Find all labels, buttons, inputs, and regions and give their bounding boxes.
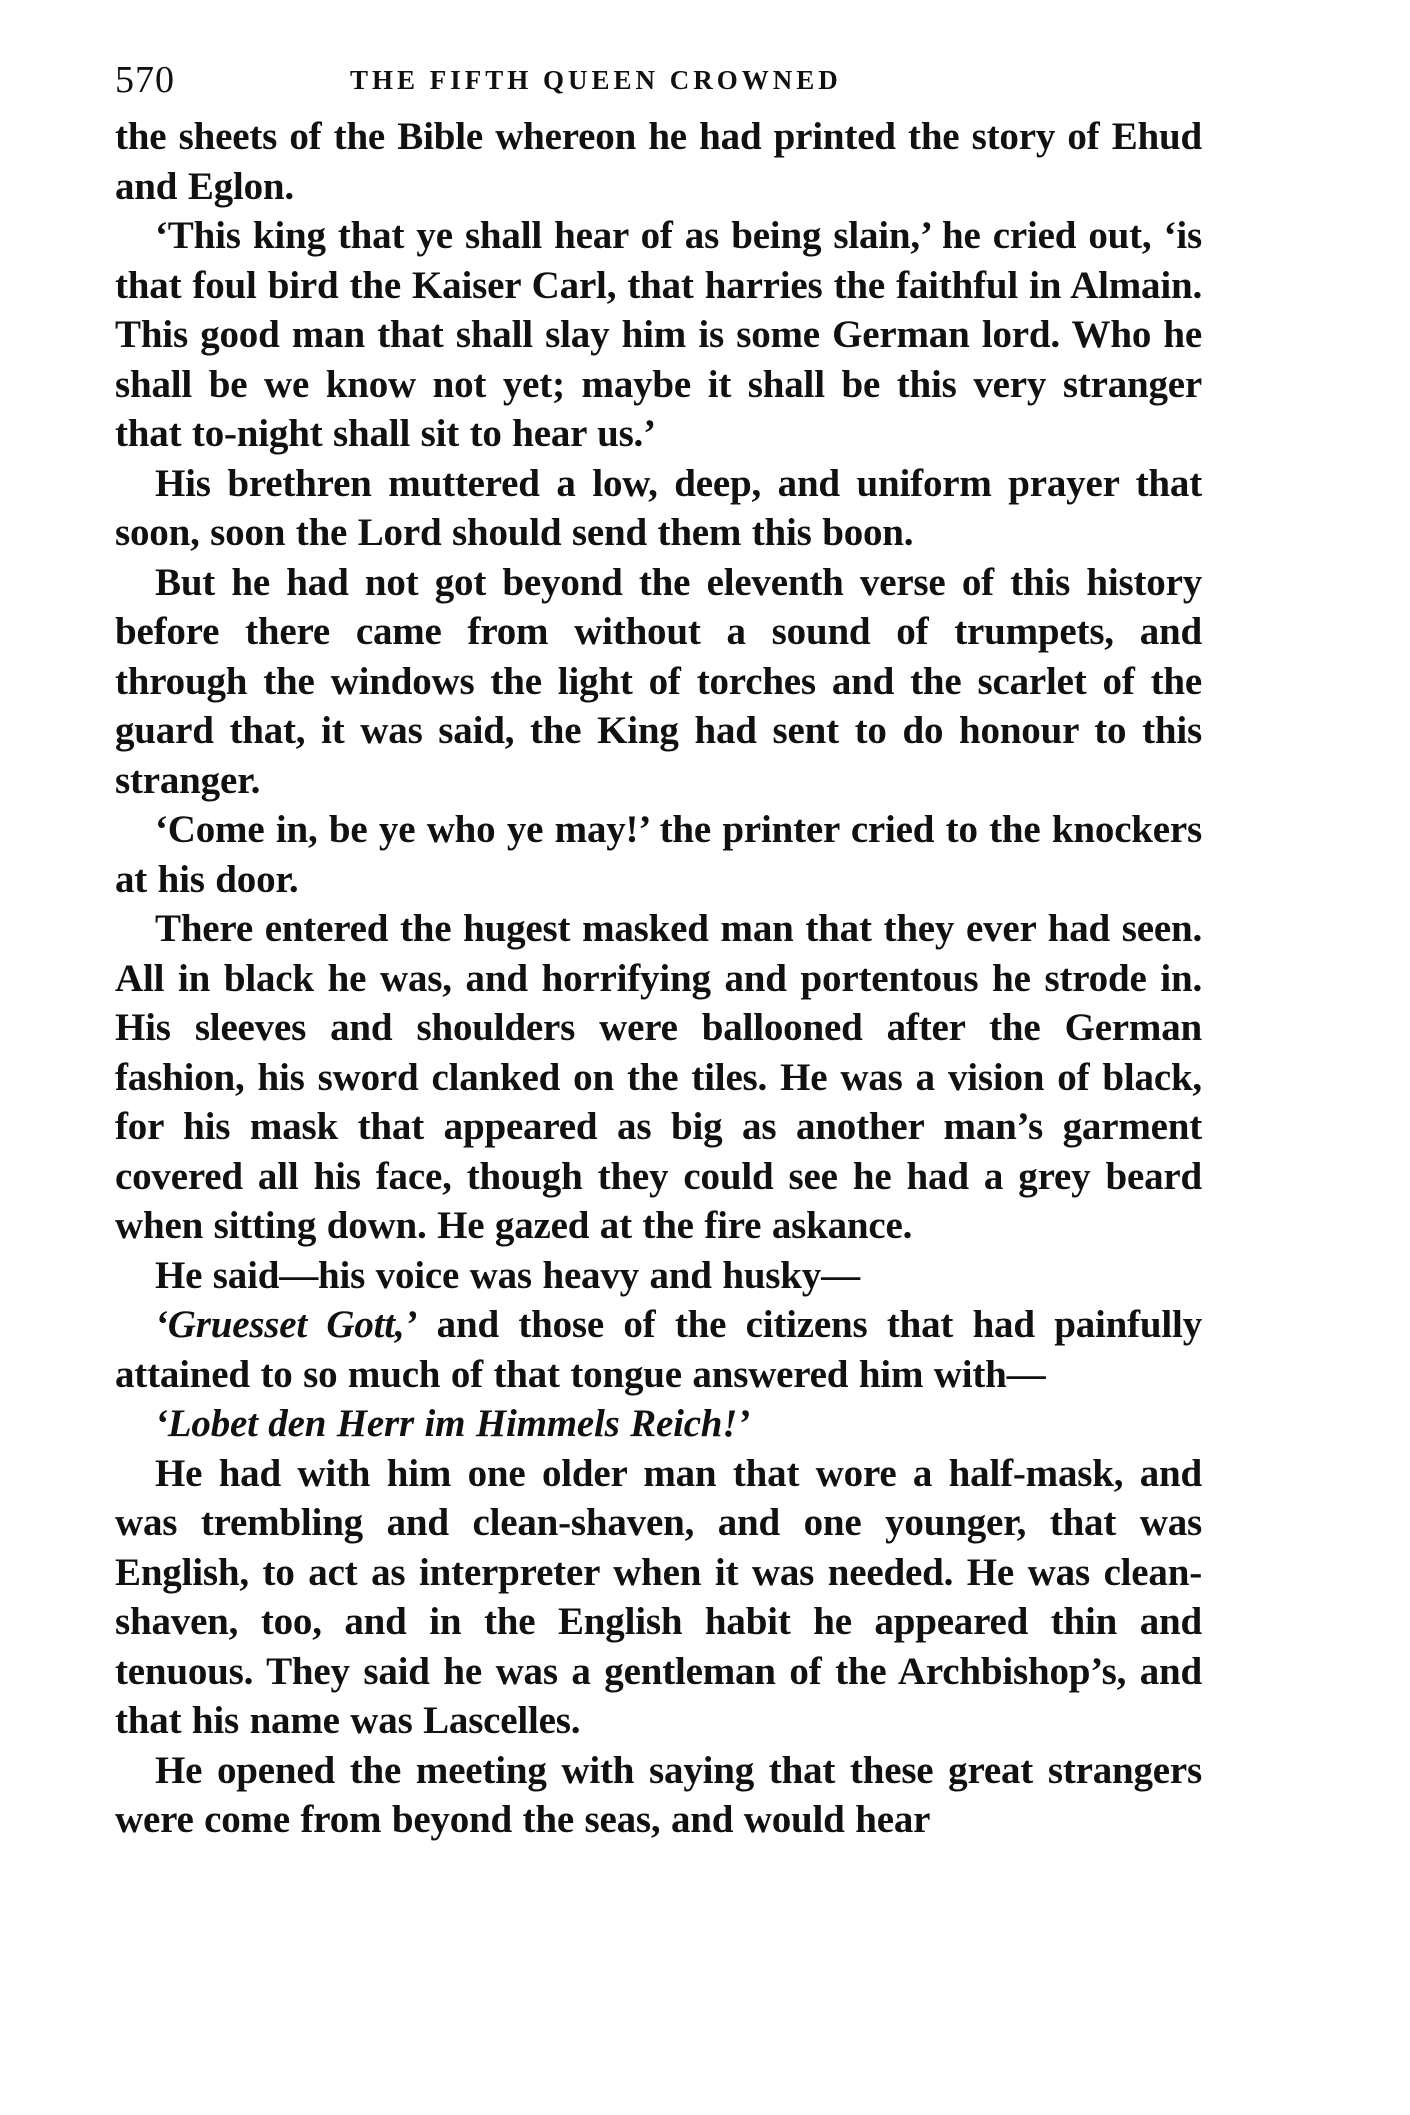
paragraph: He had with him one older man that wore a half-mask, and was trembling and clean-shaven, and one younger, that was English, to act as interpreter when it was needed. He was clean-shaven, too, and in the English habit he appeared thin and tenuous. They said he was a gentleman of the Archbishop’s, and that his name was Lascelles. xyxy=(115,1451,1202,1742)
body-text xyxy=(115,112,1202,1845)
running-head xyxy=(115,52,1202,108)
paragraph: ‘Come in, be ye who ye may!’ the printer cried to the knockers at his door. xyxy=(115,808,1202,901)
paragraph-greeting xyxy=(115,1300,1202,1399)
paragraph: He said—his voice was heavy and husky— xyxy=(155,1253,860,1297)
running-title: THE FIFTH QUEEN CROWNED xyxy=(350,65,842,95)
german-reply: ‘Lobet den Herr im Himmels Reich!’ xyxy=(155,1402,751,1445)
book-page xyxy=(115,52,1202,1845)
paragraph: His brethren muttered a low, deep, and uniform prayer that soon, soon the Lord should send them this boon. xyxy=(115,461,1202,554)
paragraph-continuation: the sheets of the Bible whereon he had printed the story of Ehud and Eglon. xyxy=(115,115,1202,208)
paragraph: There entered the hugest masked man that they ever had seen. All in black he was, and horrifying and portentous he strode in. His sleeves and shoulders were ballooned after the German fashion, his sword clanked on the tiles. He was a vision of black, for his mask that appeared as big as another man’s garment covered all his face, though they could see he had a grey beard when sitting down. He gazed at the fire askance. xyxy=(115,907,1202,1247)
paragraph: ‘This king that ye shall hear of as being slain,’ he cried out, ‘is that foul bird the Kaiser Carl, that harries the faithful in Almain. This good man that shall slay him is some German lord. Who he shall be we know not yet; maybe it shall be this very stranger that to-night shall sit to hear us.’ xyxy=(115,214,1202,455)
paragraph: He opened the meeting with saying that these great strangers were come from beyond the seas, and would hear xyxy=(115,1748,1202,1841)
paragraph: But he had not got beyond the eleventh verse of this history before there came from without a sound of trumpets, and through the windows the light of torches and the scarlet of the guard that, it was said, the King had sent to do honour to this stranger. xyxy=(115,560,1202,802)
greeting-continuation: and those of the citizens that had painfully attained to so much of that tongue answered him with— xyxy=(115,1303,1202,1396)
page-number: 570 xyxy=(115,59,175,101)
german-greeting: ‘Gruesset Gott,’ xyxy=(155,1303,418,1346)
